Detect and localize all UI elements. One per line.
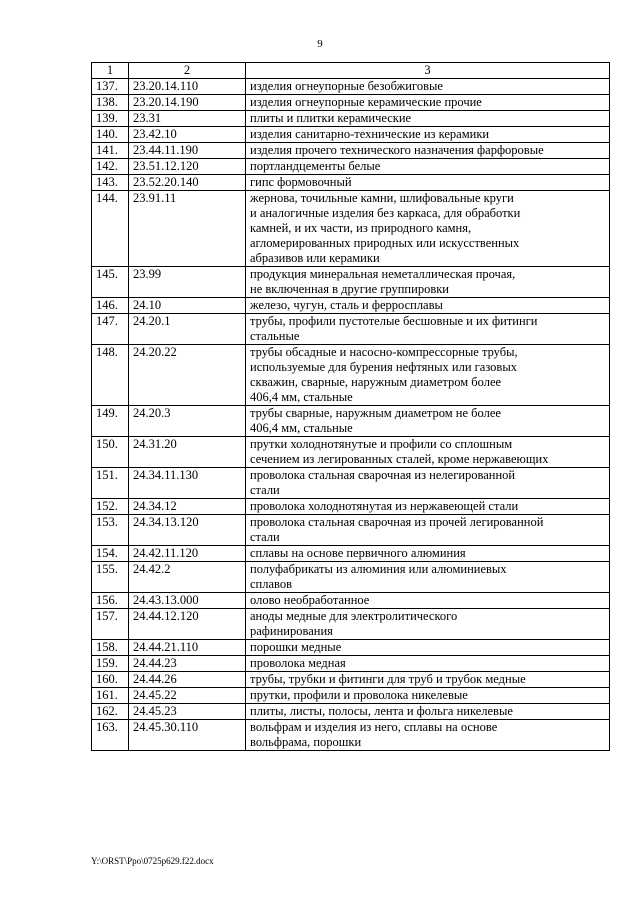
- row-description: трубы обсадные и насосно-компрессорные трубы, используемые для бурения нефтяных или газовых скважин, сварные, наружным диаметром более 406,4 мм, стальные: [246, 345, 610, 406]
- row-description: проволока стальная сварочная из нелегированной стали: [246, 468, 610, 499]
- table-row: [92, 562, 610, 593]
- table-header-row: [92, 63, 610, 79]
- row-code: 23.51.12.120: [129, 159, 246, 175]
- row-code: 24.34.11.130: [129, 468, 246, 499]
- row-code: 23.99: [129, 267, 246, 298]
- row-code: 24.20.22: [129, 345, 246, 406]
- row-code: 24.34.12: [129, 499, 246, 515]
- row-number: 150.: [92, 437, 129, 468]
- table-row: [92, 437, 610, 468]
- row-number: 158.: [92, 640, 129, 656]
- row-code: 24.31.20: [129, 437, 246, 468]
- row-number: 151.: [92, 468, 129, 499]
- row-code: 24.44.26: [129, 672, 246, 688]
- table-row: [92, 111, 610, 127]
- row-number: 149.: [92, 406, 129, 437]
- row-code: 23.52.20.140: [129, 175, 246, 191]
- row-number: 156.: [92, 593, 129, 609]
- table-row: [92, 159, 610, 175]
- row-code: 24.44.12.120: [129, 609, 246, 640]
- row-description: олово необработанное: [246, 593, 610, 609]
- column-header-number: 1: [92, 63, 129, 79]
- row-code: 23.44.11.190: [129, 143, 246, 159]
- row-description: аноды медные для электролитического рафинирования: [246, 609, 610, 640]
- file-path-footer: Y:\ORST\Ppo\0725p629.f22.docx: [91, 856, 214, 866]
- row-code: 23.20.14.110: [129, 79, 246, 95]
- column-header-code: 2: [129, 63, 246, 79]
- table-row: [92, 468, 610, 499]
- row-description: жернова, точильные камни, шлифовальные круги и аналогичные изделия без каркаса, для обработки камней, и их части, из природного камня, агломерированных природных или искусственных абразивов или керамики: [246, 191, 610, 267]
- table-row: [92, 345, 610, 406]
- row-description: трубы, трубки и фитинги для труб и трубок медные: [246, 672, 610, 688]
- row-description: портландцементы белые: [246, 159, 610, 175]
- row-code: 24.42.11.120: [129, 546, 246, 562]
- row-description: сплавы на основе первичного алюминия: [246, 546, 610, 562]
- row-description: проволока стальная сварочная из прочей легированной стали: [246, 515, 610, 546]
- row-description: проволока холоднотянутая из нержавеющей стали: [246, 499, 610, 515]
- row-description: изделия огнеупорные безобжиговые: [246, 79, 610, 95]
- table-row: [92, 609, 610, 640]
- row-number: 148.: [92, 345, 129, 406]
- row-description: изделия прочего технического назначения фарфоровые: [246, 143, 610, 159]
- row-number: 138.: [92, 95, 129, 111]
- table-row: [92, 515, 610, 546]
- row-code: 24.43.13.000: [129, 593, 246, 609]
- table-row: [92, 720, 610, 751]
- page-number: 9: [317, 38, 323, 50]
- table-row: [92, 593, 610, 609]
- row-number: 147.: [92, 314, 129, 345]
- table-row: [92, 406, 610, 437]
- row-description: плиты, листы, полосы, лента и фольга никелевые: [246, 704, 610, 720]
- row-number: 154.: [92, 546, 129, 562]
- row-code: 24.45.23: [129, 704, 246, 720]
- row-code: 24.34.13.120: [129, 515, 246, 546]
- table-row: [92, 499, 610, 515]
- table-body: [92, 79, 610, 751]
- column-header-description: 3: [246, 63, 610, 79]
- row-description: продукция минеральная неметаллическая прочая, не включенная в другие группировки: [246, 267, 610, 298]
- table-row: [92, 688, 610, 704]
- row-code: 24.20.3: [129, 406, 246, 437]
- table-row: [92, 672, 610, 688]
- table-row: [92, 656, 610, 672]
- row-description: трубы сварные, наружным диаметром не более 406,4 мм, стальные: [246, 406, 610, 437]
- row-code: 24.44.21.110: [129, 640, 246, 656]
- row-description: трубы, профили пустотелые бесшовные и их фитинги стальные: [246, 314, 610, 345]
- row-description: изделия санитарно-технические из керамики: [246, 127, 610, 143]
- row-number: 162.: [92, 704, 129, 720]
- row-code: 24.45.30.110: [129, 720, 246, 751]
- row-number: 159.: [92, 656, 129, 672]
- row-description: гипс формовочный: [246, 175, 610, 191]
- row-number: 143.: [92, 175, 129, 191]
- table-row: [92, 314, 610, 345]
- row-description: вольфрам и изделия из него, сплавы на основе вольфрама, порошки: [246, 720, 610, 751]
- table-row: [92, 298, 610, 314]
- row-description: прутки холоднотянутые и профили со сплошным сечением из легированных сталей, кроме нержавеющих: [246, 437, 610, 468]
- row-number: 139.: [92, 111, 129, 127]
- row-description: порошки медные: [246, 640, 610, 656]
- row-description: железо, чугун, сталь и ферросплавы: [246, 298, 610, 314]
- row-number: 161.: [92, 688, 129, 704]
- row-number: 142.: [92, 159, 129, 175]
- row-code: 23.20.14.190: [129, 95, 246, 111]
- row-code: 24.44.23: [129, 656, 246, 672]
- row-code: 24.20.1: [129, 314, 246, 345]
- row-number: 144.: [92, 191, 129, 267]
- row-description: проволока медная: [246, 656, 610, 672]
- row-code: 23.42.10: [129, 127, 246, 143]
- row-number: 146.: [92, 298, 129, 314]
- row-number: 160.: [92, 672, 129, 688]
- table-row: [92, 175, 610, 191]
- codes-table: [91, 62, 610, 751]
- table-row: [92, 127, 610, 143]
- row-number: 141.: [92, 143, 129, 159]
- table-row: [92, 704, 610, 720]
- row-description: плиты и плитки керамические: [246, 111, 610, 127]
- row-code: 24.10: [129, 298, 246, 314]
- row-number: 140.: [92, 127, 129, 143]
- row-code: 23.31: [129, 111, 246, 127]
- row-number: 157.: [92, 609, 129, 640]
- row-number: 145.: [92, 267, 129, 298]
- row-description: прутки, профили и проволока никелевые: [246, 688, 610, 704]
- table-row: [92, 143, 610, 159]
- row-code: 24.45.22: [129, 688, 246, 704]
- table-row: [92, 95, 610, 111]
- row-number: 155.: [92, 562, 129, 593]
- table-row: [92, 267, 610, 298]
- table-row: [92, 640, 610, 656]
- row-number: 163.: [92, 720, 129, 751]
- row-number: 152.: [92, 499, 129, 515]
- row-code: 24.42.2: [129, 562, 246, 593]
- table-row: [92, 546, 610, 562]
- row-description: изделия огнеупорные керамические прочие: [246, 95, 610, 111]
- row-number: 153.: [92, 515, 129, 546]
- table-row: [92, 191, 610, 267]
- table-row: [92, 79, 610, 95]
- row-number: 137.: [92, 79, 129, 95]
- row-code: 23.91.11: [129, 191, 246, 267]
- row-description: полуфабрикаты из алюминия или алюминиевых сплавов: [246, 562, 610, 593]
